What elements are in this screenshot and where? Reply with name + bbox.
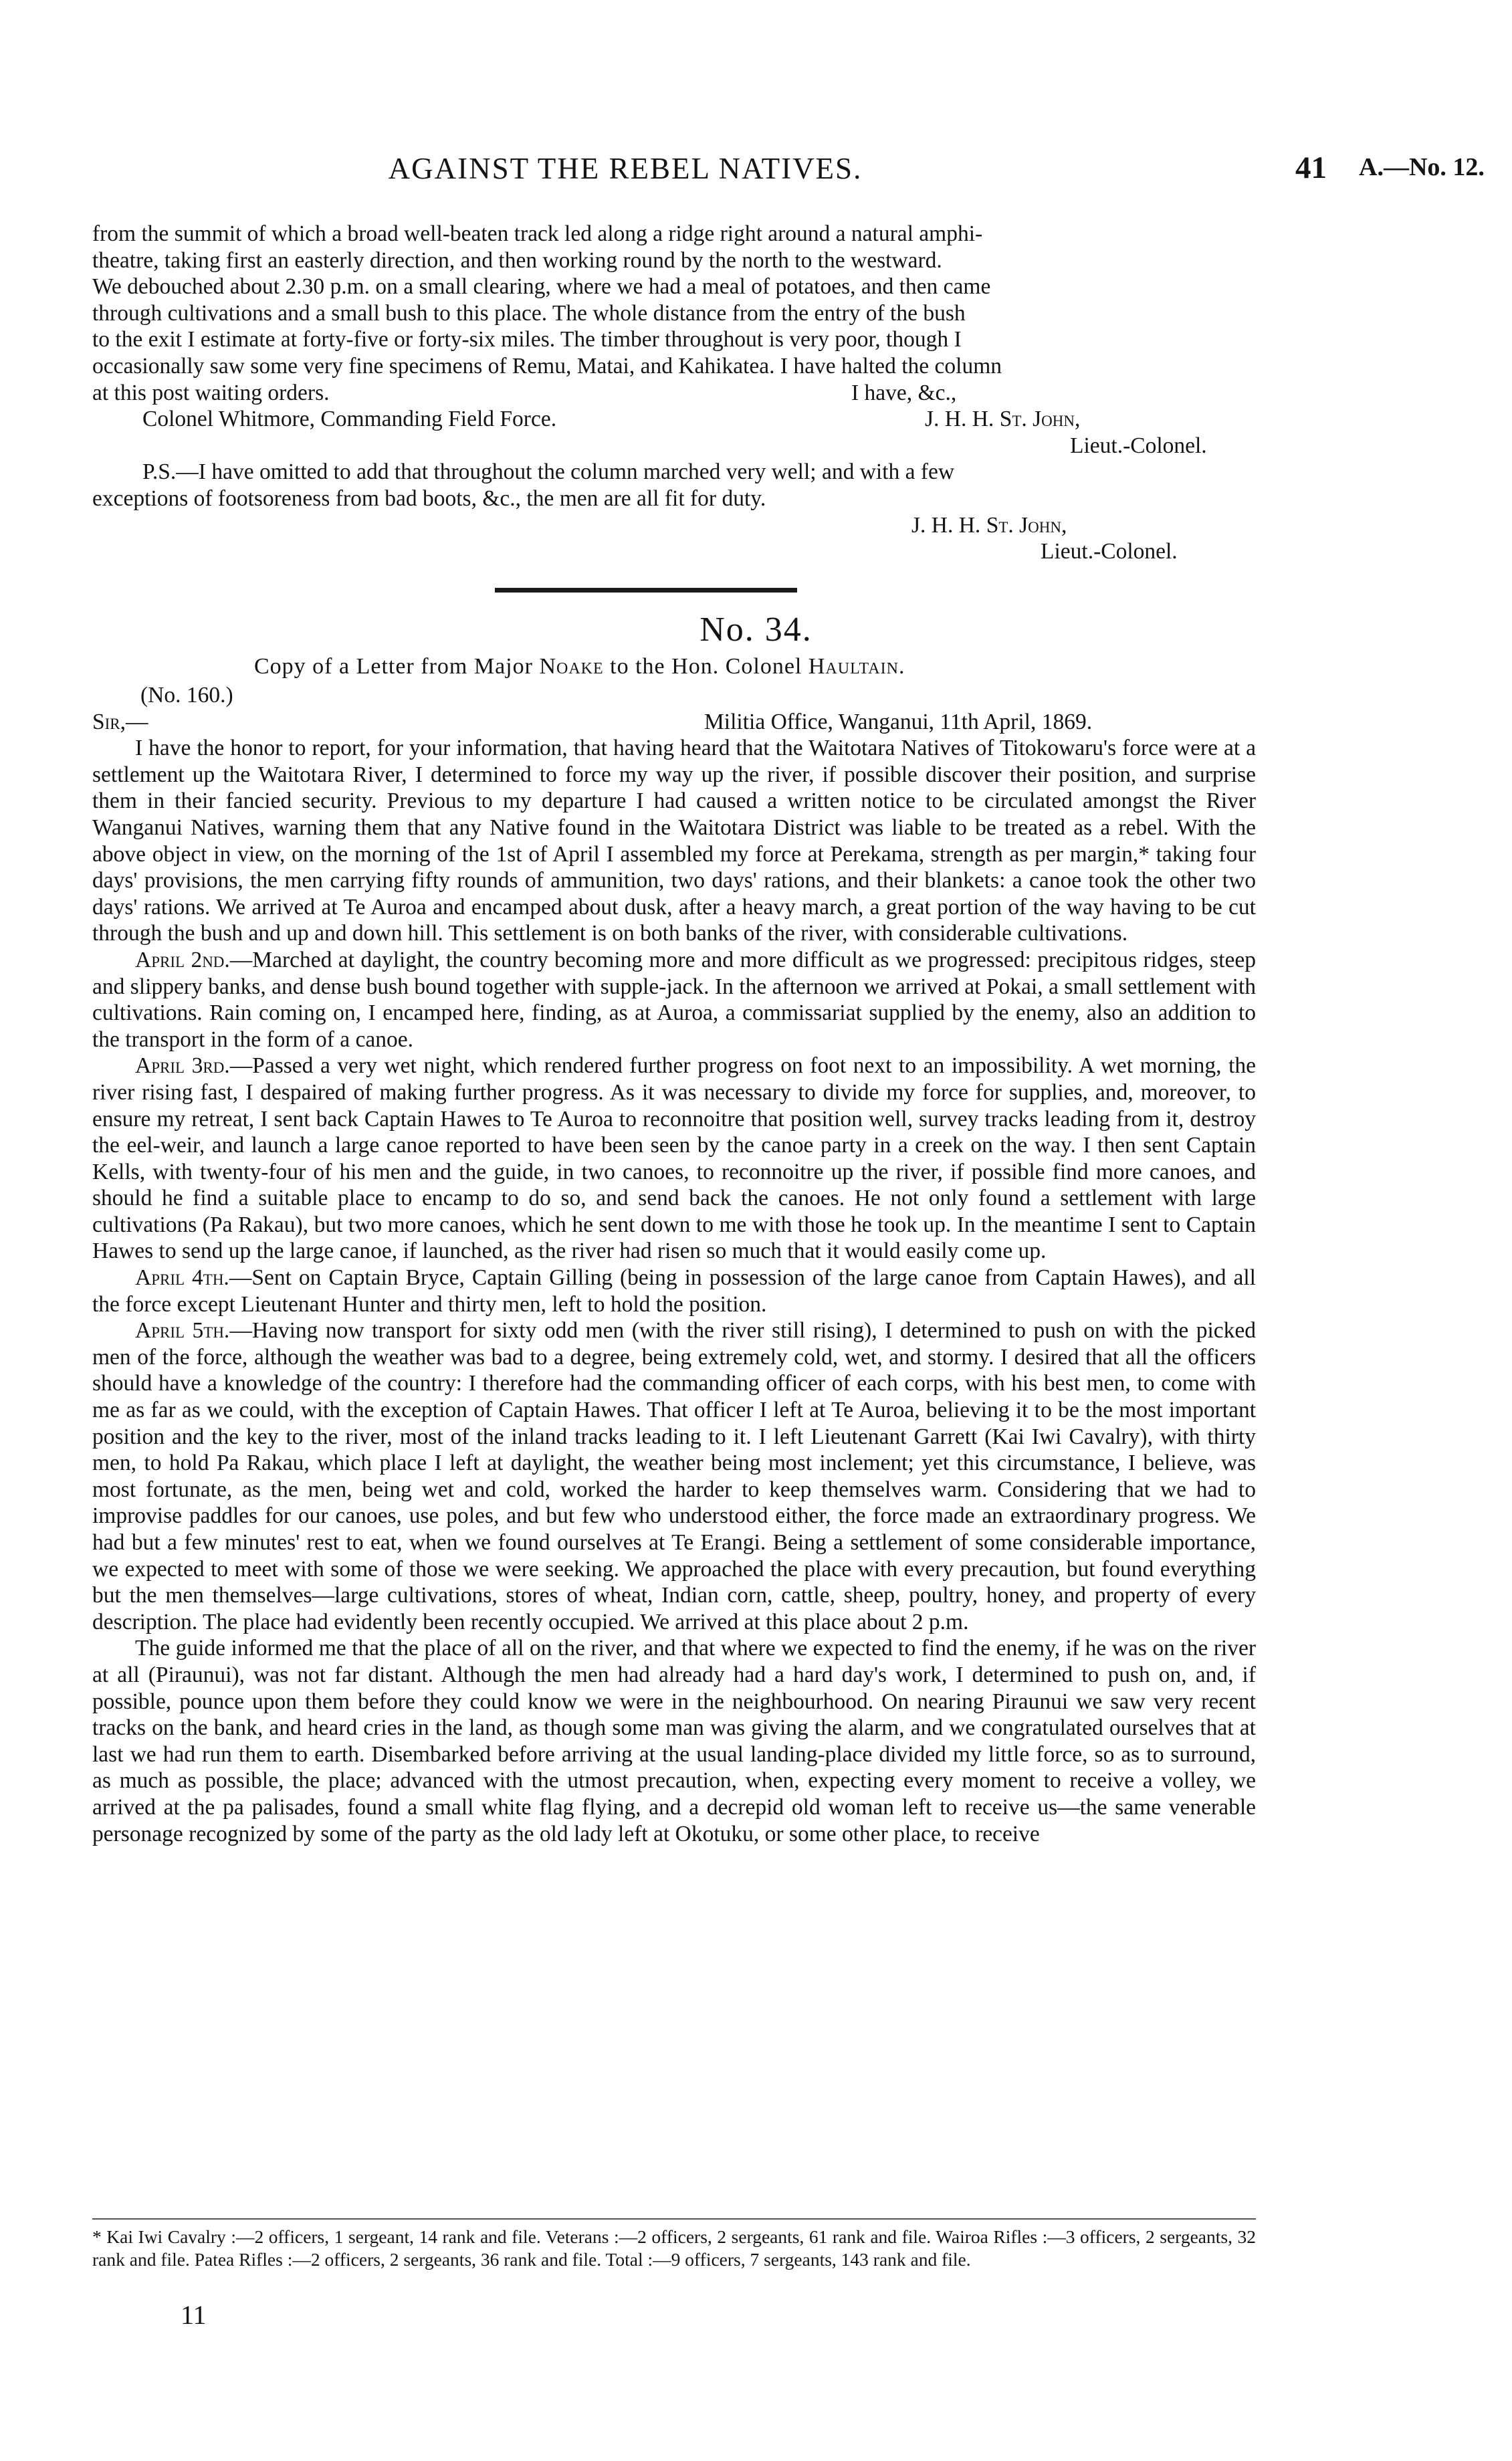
page-number: 41 — [1295, 150, 1327, 185]
footnote-divider — [92, 2218, 1256, 2220]
closing: I have, &c., — [851, 380, 957, 405]
paragraph: April 2nd.—Marched at daylight, the country becoming more and more difficult as we progressed: precipitous ridges, steep and slippery banks, and dense bush bound together with supple-jack. In the afternoon we arrived at Pokai, a small settlement with cultivations. Rain coming on, I encamped here, finding, as at Auroa, a commissariat supplied by the enemy, also an addition to the transport in the form of a canoe. — [92, 947, 1256, 1052]
letter-34-body — [92, 682, 1256, 1847]
letter-33-conclusion — [92, 221, 1256, 565]
signature: J. H. H. St. John, — [925, 407, 1081, 432]
ps-signature: J. H. H. St. John, — [911, 512, 1067, 538]
addressee: Colonel Whitmore, Commanding Field Force. — [142, 407, 557, 432]
signature-mark: 11 — [181, 2300, 207, 2330]
salutation: Sir,— — [92, 709, 148, 734]
document-reference: A.—No. 12. — [1359, 153, 1485, 181]
page-title: AGAINST THE REBEL NATIVES. — [388, 152, 863, 185]
paragraph: April 3rd.—Passed a very wet night, which rendered further progress on foot next to an impossibility. A wet morning, the river rising fast, I despaired of making further progress. As it was necessary to divide my force for supplies, and, moreover, to ensure my retreat, I sent back Captain Hawes to Te Auroa to reconnoitre that position well, survey tracks leading from it, destroy the eel-weir, and launch a large canoe reported to have been seen by the canoe party in a creek on the way. I then sent Captain Kells, with twenty-four of his men and the guide, in two canoes, to reconnoitre up the river, if possible find more canoes, and should he find a suitable place to encamp to do so, and send back the canoes. He not only found a settlement with large cultivations (Pa Rakau), but two more canoes, which he sent down to me with those he took up. In the meantime I sent to Captain Hawes to send up the large canoe, if launched, as the river had risen so much that it would easily come up. — [92, 1053, 1257, 1264]
postscript-line: P.S.—I have omitted to add that throughout the column marched very well; and with a few — [142, 459, 955, 485]
paragraph: April 5th.—Having now transport for sixty odd men (with the river still rising), I determined to push on with the picked men of the force, although the weather was bad to a degree, being extremely cold, wet, and stormy. I desired that all the officers should have a knowledge of the country: I therefore had the commanding officer of each corps, with his best men, to come with me as far as we could, with the exception of Captain Hawes. That officer I left at Te Auroa, believing it to be the most important position and the key to the river, most of the inland tracks leading to it. I left Lieutenant Garrett (Kai Iwi Cavalry), with thirty men, to hold Pa Rakau, which place I left at daylight, the weather being most inclement; yet this circumstance, I believe, was most fortunate, as the men, being wet and cold, worked the harder to keep themselves warm. Considering that we had to improvise paddles for our canoes, use poles, and but few who understood either, the force made an extraordinary progress. We had but a few minutes' rest to eat, when we found ourselves at Te Erangi. Being a settlement of some considerable importance, we expected to meet with some of those we were seeking. We approached the place with every precaution, but found everything but the men themselves—large cultivations, stores of wheat, Indian corn, cattle, sheep, poultry, honey, and property of every description. The place had evidently been recently occupied. We arrived at this place about 2 p.m. — [92, 1318, 1256, 1634]
letter-number: (No. 160.) — [140, 683, 233, 708]
margin-footnote: * Kai Iwi Cavalry :—2 officers, 1 sergeant, 14 rank and file. Veterans :—2 officers, 2 sergeants, 61 rank and file. Wairoa Rifles :—3 officers, 2 sergeants, 32 rank and file. Patea Rifles :—2 officers, 2 sergeants, 36 rank and file. Total :—9 officers, 7 sergeants, 143 rank and file. — [92, 2226, 1256, 2270]
letter-33-paragraph: from the summit of which a broad well-beaten track led along a ridge right around a natural amphi- theatre, taking first an easterly direction, and then working round by the north to the westward. We debouched about 2.30 p.m. on a small clearing, where we had a meal of potatoes, and then came through cultivations and a small bush to this place. The whole distance from the entry of the bush to the exit I estimate at forty-five or forty-six miles. The timber throughout is very poor, though I occasionally saw some very fine specimens of Remu, Matai, and Kahikatea. I have halted the column — [92, 221, 1002, 379]
letter-heading: No. 34. — [699, 611, 813, 649]
letter-subheading: Copy of a Letter from Major Noake to the Hon. Colonel Haultain. — [254, 654, 905, 679]
section-divider — [495, 588, 797, 593]
paragraph: I have the honor to report, for your information, that having heard that the Waitotara Natives of Titokowaru's force were at a settlement up the Waitotara River, I determined to force my way up the river, if possible discover their position, and surprise them in their fancied security. Previous to my departure I had caused a written notice to be circulated amongst the River Wanganui Natives, warning them that any Native found in the Waitotara District was liable to be treated as a rebel. With the above object in view, on the morning of the 1st of April I assembled my force at Perekama, strength as per margin,* taking four days' provisions, the men carrying fifty rounds of ammunition, two days' rations, and their blankets: a canoe took the other two days' rations. We arrived at Te Auroa and encamped about dusk, after a heavy march, a great portion of the way having to be cut through the bush and up and down hill. This settlement is on both banks of the river, with considerable cultivations. — [92, 736, 1256, 946]
paragraph: April 4th.—Sent on Captain Bryce, Captain Gilling (being in possession of the large canoe from Captain Hawes), and all the force except Lieutenant Hunter and thirty men, left to hold the position. — [92, 1265, 1256, 1317]
running-header — [0, 146, 1512, 193]
post-line: at this post waiting orders. — [92, 380, 330, 405]
signatory-rank: Lieut.-Colonel. — [1070, 433, 1207, 458]
postscript-line: exceptions of footsoreness from bad boots, &c., the men are all fit for duty. — [92, 486, 766, 511]
paragraph: The guide informed me that the place of all on the river, and that where we expected to find the enemy, if he was on the river at all (Piraunui), was not far distant. Although the men had already had a hard day's work, I determined to push on, and, if possible, pounce upon them before they could know we were in the neighbourhood. On nearing Piraunui we saw very recent tracks on the bank, and heard cries in the land, as though some man was giving the alarm, and we congratulated ourselves that at last we had run them to earth. Disembarked before arriving at the usual landing-place divided my little force, so as to surround, as much as possible, the place; advanced with the utmost precaution, when, expecting every moment to receive a volley, we arrived at the pa palisades, found a small white flag flying, and a decrepid old woman left to receive us—the same venerable personage recognized by some of the party as the old lady left at Okotuku, or some other place, to receive — [92, 1636, 1256, 1846]
dateline: Militia Office, Wanganui, 11th April, 1869. — [704, 709, 1093, 734]
ps-signatory-rank: Lieut.-Colonel. — [1041, 539, 1178, 564]
